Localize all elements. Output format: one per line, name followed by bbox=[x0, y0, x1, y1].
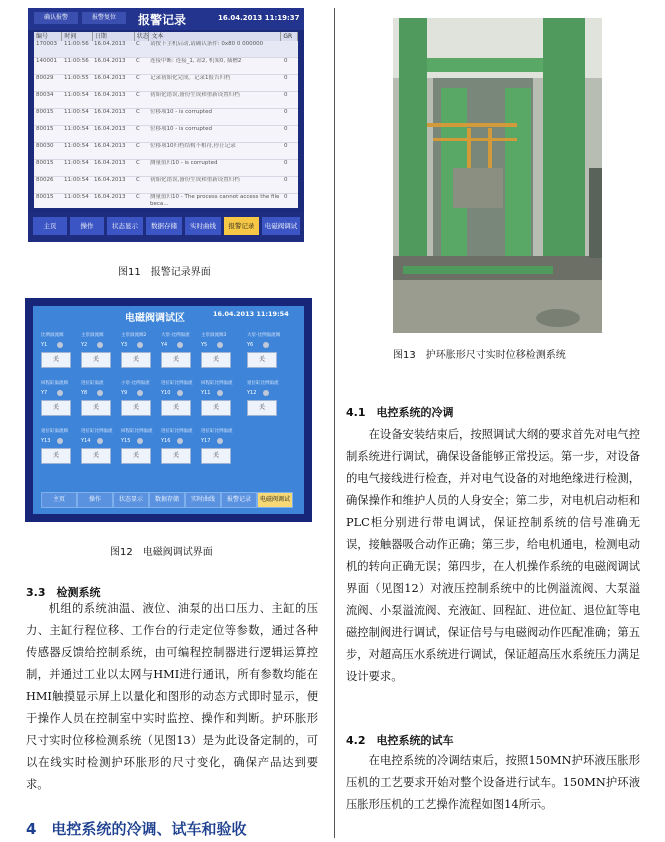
valve-toggle-button[interactable]: 关 bbox=[201, 448, 231, 464]
alarm-table-header bbox=[34, 32, 298, 41]
valve-toggle-button[interactable]: 关 bbox=[161, 352, 191, 368]
valve-nav-button[interactable]: 状态显示 bbox=[113, 492, 149, 508]
valve-label: 进位缸比例溢流 bbox=[161, 429, 193, 434]
valve-status-indicator bbox=[137, 342, 143, 348]
alarm-cell-gr: 0 bbox=[284, 75, 288, 81]
alarm-row[interactable] bbox=[34, 109, 298, 126]
alarm-cell-time: 11:00:54 bbox=[64, 126, 89, 132]
alarm-cell-text: 初始化错误,备份生成和重新设置归档 bbox=[150, 92, 240, 98]
valve-status-indicator bbox=[217, 390, 223, 396]
valve-label: 小泵-比例溢流 bbox=[121, 381, 150, 386]
column-divider bbox=[334, 8, 335, 838]
alarm-cell-num: 80015 bbox=[36, 126, 54, 132]
col-gr: GR bbox=[281, 32, 298, 41]
alarm-cell-gr: 0 bbox=[284, 160, 288, 166]
valve-toggle-button[interactable]: 关 bbox=[121, 352, 151, 368]
valve-code: Y3 bbox=[121, 342, 128, 348]
valve-nav-button[interactable]: 电磁阀调试 bbox=[257, 492, 293, 508]
valve-status-indicator bbox=[177, 342, 183, 348]
alarm-nav-button[interactable]: 状态显示 bbox=[107, 217, 143, 235]
displacement-detection-photo bbox=[393, 18, 602, 333]
alarm-cell-status: C bbox=[136, 160, 140, 166]
valve-nav-button[interactable]: 数据存储 bbox=[149, 492, 185, 508]
valve-status-indicator bbox=[137, 438, 143, 444]
valve-nav-button[interactable]: 主页 bbox=[41, 492, 77, 508]
alarm-cell-date: 16.04.2013 bbox=[94, 194, 126, 200]
alarm-cell-gr: 0 bbox=[284, 194, 288, 200]
valve-status-indicator bbox=[263, 390, 269, 396]
alarm-cell-text: 位移项10归档结构不相符,停止记录 bbox=[150, 143, 236, 149]
valve-status-indicator bbox=[217, 438, 223, 444]
valve-status-indicator bbox=[217, 342, 223, 348]
alarm-cell-time: 11:00:54 bbox=[64, 143, 89, 149]
alarm-cell-text: 位移项10 - is corrupted bbox=[150, 126, 212, 132]
alarm-screen-datetime: 16.04.2013 11:19:37 bbox=[218, 14, 300, 22]
valve-status-indicator bbox=[177, 390, 183, 396]
valve-toggle-button[interactable]: 关 bbox=[81, 400, 111, 416]
alarm-screen-title: 报警记录 bbox=[138, 13, 187, 27]
alarm-cell-text: 记录初始化完成。记录1报告归档 bbox=[150, 75, 231, 81]
valve-label: 回程缸比例溢流 bbox=[201, 381, 233, 386]
valve-code: Y15 bbox=[121, 438, 131, 444]
valve-label: 主泵溢流阀3 bbox=[201, 333, 227, 338]
alarm-cell-num: 170003 bbox=[36, 41, 57, 47]
valve-toggle-button[interactable]: 关 bbox=[41, 400, 71, 416]
valve-status-indicator bbox=[57, 342, 63, 348]
alarm-nav-button[interactable]: 报警记录 bbox=[224, 217, 259, 235]
valve-nav-button[interactable]: 操作 bbox=[77, 492, 113, 508]
valve-code: Y6 bbox=[247, 342, 254, 348]
valve-status-indicator bbox=[57, 438, 63, 444]
alarm-cell-status: C bbox=[136, 177, 140, 183]
alarm-cell-text: 测量值归10 - is corrupted bbox=[150, 160, 218, 166]
alarm-row[interactable] bbox=[34, 194, 298, 208]
alarm-cell-date: 16.04.2013 bbox=[94, 41, 126, 47]
alarm-cell-text: 初始化错误,备份生成和重新设置归档 bbox=[150, 177, 240, 183]
alarm-cell-num: 80015 bbox=[36, 109, 54, 115]
alarm-cell-gr: 0 bbox=[284, 92, 288, 98]
alarm-nav-bar bbox=[28, 212, 304, 242]
alarm-row[interactable] bbox=[34, 177, 298, 194]
section-4-2-body: 在电控系统的冷调结束后，按照150MN护环液压胀形压机的工艺要求开始对整个设备进行试车。150MN护环液压胀形压机的工艺操作流程如图14所示。 bbox=[346, 754, 640, 811]
valve-status-indicator bbox=[57, 390, 63, 396]
alarm-cell-num: 140001 bbox=[36, 58, 57, 64]
alarm-cell-text: 测量值归10 - The process cannot access the file beca... bbox=[150, 194, 280, 207]
section-3-3-heading: 3.3 检测系统 bbox=[26, 586, 101, 599]
valve-toggle-button[interactable]: 关 bbox=[121, 400, 151, 416]
alarm-cell-time: 11:00:54 bbox=[64, 92, 89, 98]
alarm-row[interactable] bbox=[34, 160, 298, 177]
valve-label: 大泵-比例溢流 bbox=[161, 333, 190, 338]
valve-toggle-button[interactable]: 关 bbox=[247, 400, 277, 416]
alarm-cell-gr: 0 bbox=[284, 177, 288, 183]
alarm-cell-gr: 0 bbox=[284, 126, 288, 132]
alarm-cell-num: 80034 bbox=[36, 92, 54, 98]
alarm-cell-status: C bbox=[136, 109, 140, 115]
valve-label: 退位缸溢流阀 bbox=[41, 429, 68, 434]
valve-code: Y17 bbox=[201, 438, 211, 444]
valve-nav-button[interactable]: 实时曲线 bbox=[185, 492, 221, 508]
alarm-row[interactable] bbox=[34, 58, 298, 75]
col-text: 文本 bbox=[149, 32, 281, 41]
alarm-row[interactable] bbox=[34, 126, 298, 143]
alarm-cell-num: 80030 bbox=[36, 143, 54, 149]
alarm-cell-num: 80026 bbox=[36, 177, 54, 183]
alarm-row[interactable] bbox=[34, 143, 298, 160]
alarm-cell-status: C bbox=[136, 143, 140, 149]
valve-code: Y1 bbox=[41, 342, 48, 348]
valve-code: Y2 bbox=[81, 342, 88, 348]
col-time: 时间 bbox=[62, 32, 92, 41]
figure-12-caption: 图12 电磁阀调试界面 bbox=[110, 547, 213, 558]
valve-status-indicator bbox=[137, 390, 143, 396]
valve-label: 主泵溢流阀 bbox=[81, 333, 104, 338]
valve-toggle-button[interactable]: 关 bbox=[161, 400, 191, 416]
valve-code: Y14 bbox=[81, 438, 91, 444]
alarm-cell-date: 16.04.2013 bbox=[94, 75, 126, 81]
valve-label: 退位缸比例溢流 bbox=[247, 381, 279, 386]
valve-label: 主泵溢流阀2 bbox=[121, 333, 147, 338]
alarm-cell-status: C bbox=[136, 194, 140, 200]
alarm-cell-num: 80015 bbox=[36, 194, 54, 200]
valve-nav-button[interactable]: 报警记录 bbox=[221, 492, 257, 508]
alarm-cell-time: 11:00:55 bbox=[64, 75, 89, 81]
section-4-heading: 4 电控系统的冷调、试车和验收 bbox=[26, 820, 247, 838]
valve-label: 进位缸比例溢流 bbox=[201, 429, 233, 434]
alarm-nav-button[interactable]: 实时曲线 bbox=[185, 217, 221, 235]
alarm-cell-text: 连接中断: 连接_1, 站2, 机架0, 插槽2 bbox=[150, 58, 242, 64]
alarm-nav-button[interactable]: 数据存储 bbox=[146, 217, 182, 235]
valve-toggle-button[interactable]: 关 bbox=[41, 352, 71, 368]
alarm-cell-date: 16.04.2013 bbox=[94, 177, 126, 183]
valve-label: 回程缸溢流阀 bbox=[41, 381, 68, 386]
section-4-1-body: 在设备安装结束后，按照调试大纲的要求首先对电气控制系统进行调试，确保设备能够正常投运。第一步，对设备的电气接线进行检查，并对电气设备的对地绝缘进行检测，确保操作和维护人员的人身安全；第二步，对电机启动柜和PLC柜分别进行带电调试，保证控制系统的信号准确无误，接触器吸合动作正确；第三步，给电机通电，检测电动机的转向正确无误；第四步，在人机操作系统的电磁阀调试界面（见图12）对液压控制系统中的比例溢流阀、大泵溢流阀、小泵溢流阀、充液缸、回程缸、进位缸、退位缸等电磁控制阀进行调试，保证信号与电磁阀动作匹配准确；第五步，对超高压水系统进行调试，保证超高压水系统压力满足设计要求。 bbox=[346, 428, 640, 683]
alarm-cell-text: 请按下主机启动,请确认条件: 0x80 0 000000 bbox=[150, 41, 264, 47]
alarm-cell-date: 16.04.2013 bbox=[94, 143, 126, 149]
alarm-header-bar bbox=[28, 8, 304, 30]
valve-code: Y13 bbox=[41, 438, 51, 444]
alarm-cell-time: 11:00:54 bbox=[64, 194, 89, 200]
valve-toggle-button[interactable]: 关 bbox=[81, 352, 111, 368]
section-4-1-heading: 4.1 电控系统的冷调 bbox=[346, 406, 454, 419]
valve-screen-datetime: 16.04.2013 11:19:54 bbox=[213, 310, 289, 318]
valve-toggle-button[interactable]: 关 bbox=[161, 448, 191, 464]
valve-toggle-button[interactable]: 关 bbox=[41, 448, 71, 464]
alarm-cell-status: C bbox=[136, 41, 140, 47]
valve-status-indicator bbox=[97, 390, 103, 396]
alarm-cell-date: 16.04.2013 bbox=[94, 109, 126, 115]
alarm-cell-time: 11:00:54 bbox=[64, 160, 89, 166]
alarm-row[interactable] bbox=[34, 92, 298, 109]
section-3-3-body: 机组的系统油温、液位、油泵的出口压力、主缸的压力、主缸行程位移、工作台的行走定位等参数，通过各种传感器反馈给控制系统，由可编程控制器进行逻辑运算控制，并通过工业以太网与HMI进行通讯，所有参数均能在HMI触摸显示屏上以量化和图形的动态方式即时显示，便于操作人员在控制室中实时监控、操作和判断。护环胀形尺寸实时位移检测系统（见图13）是为此设备定制的，可以在线实时检测护环胀形的尺寸变化，确保产品达到要求。 bbox=[26, 602, 318, 791]
valve-status-indicator bbox=[97, 342, 103, 348]
reset-alarm-button: 报警复位 bbox=[82, 12, 126, 24]
col-num: 编号 bbox=[34, 32, 62, 41]
alarm-cell-date: 16.04.2013 bbox=[94, 58, 126, 64]
valve-debug-screen bbox=[25, 298, 312, 522]
alarm-cell-time: 11:00:56 bbox=[64, 58, 89, 64]
figure-13-caption: 图13 护环胀形尺寸实时位移检测系统 bbox=[393, 350, 566, 361]
alarm-cell-gr: 0 bbox=[284, 58, 288, 64]
valve-label: 进位缸比例溢流 bbox=[161, 381, 193, 386]
col-status: 状态 bbox=[136, 33, 149, 40]
valve-label: 进位缸比例溢流 bbox=[81, 429, 113, 434]
alarm-cell-time: 11:00:56 bbox=[64, 41, 89, 47]
valve-code: Y5 bbox=[201, 342, 208, 348]
alarm-cell-date: 16.04.2013 bbox=[94, 160, 126, 166]
valve-code: Y16 bbox=[161, 438, 171, 444]
alarm-cell-status: C bbox=[136, 92, 140, 98]
valve-toggle-button[interactable]: 关 bbox=[81, 448, 111, 464]
valve-toggle-button[interactable]: 关 bbox=[121, 448, 151, 464]
alarm-cell-time: 11:00:54 bbox=[64, 109, 89, 115]
valve-label: 进位缸溢流 bbox=[81, 381, 104, 386]
valve-status-indicator bbox=[177, 438, 183, 444]
alarm-cell-time: 11:00:54 bbox=[64, 177, 89, 183]
alarm-cell-gr bbox=[282, 41, 298, 57]
col-date: 日期 bbox=[93, 32, 135, 41]
valve-label: 比例溢流阀 bbox=[41, 333, 64, 338]
alarm-table bbox=[34, 32, 298, 208]
press-machine-image bbox=[393, 18, 602, 333]
alarm-record-screen bbox=[28, 8, 304, 242]
alarm-cell-status: C bbox=[136, 58, 140, 64]
alarm-row[interactable] bbox=[34, 75, 298, 92]
alarm-cell-text: 位移项10 - is corrupted bbox=[150, 109, 212, 115]
alarm-cell-num: 80015 bbox=[36, 160, 54, 166]
valve-code: Y9 bbox=[121, 390, 128, 396]
alarm-cell-date: 16.04.2013 bbox=[94, 92, 126, 98]
valve-toggle-button[interactable]: 关 bbox=[201, 400, 231, 416]
alarm-nav-button[interactable]: 电磁阀调试 bbox=[262, 217, 300, 235]
alarm-cell-gr: 0 bbox=[284, 109, 288, 115]
section-4-2-heading: 4.2 电控系统的试车 bbox=[346, 734, 454, 747]
valve-label: 回程缸比例溢流 bbox=[121, 429, 153, 434]
alarm-nav-button[interactable]: 主页 bbox=[33, 217, 67, 235]
alarm-nav-button[interactable]: 操作 bbox=[70, 217, 104, 235]
confirm-alarm-button: 确认报警 bbox=[34, 12, 78, 24]
valve-toggle-button[interactable]: 关 bbox=[247, 352, 277, 368]
valve-toggle-button[interactable]: 关 bbox=[201, 352, 231, 368]
alarm-row[interactable] bbox=[34, 41, 298, 58]
valve-label: 大泵-比例溢流阀 bbox=[247, 333, 281, 338]
alarm-cell-date: 16.04.2013 bbox=[94, 126, 126, 132]
figure-11-caption: 图11 报警记录界面 bbox=[118, 267, 211, 278]
valve-code: Y11 bbox=[201, 390, 211, 396]
alarm-cell-status: C bbox=[136, 126, 140, 132]
valve-code: Y12 bbox=[247, 390, 257, 396]
alarm-cell-num: 80029 bbox=[36, 75, 54, 81]
valve-code: Y7 bbox=[41, 390, 48, 396]
alarm-cell-status: C bbox=[136, 75, 140, 81]
alarm-cell-gr: 0 bbox=[284, 143, 288, 149]
valve-code: Y10 bbox=[161, 390, 171, 396]
valve-status-indicator bbox=[97, 438, 103, 444]
valve-code: Y4 bbox=[161, 342, 168, 348]
valve-code: Y8 bbox=[81, 390, 88, 396]
valve-status-indicator bbox=[263, 342, 269, 348]
valve-screen-title: 电磁阀调试区 bbox=[125, 313, 185, 324]
